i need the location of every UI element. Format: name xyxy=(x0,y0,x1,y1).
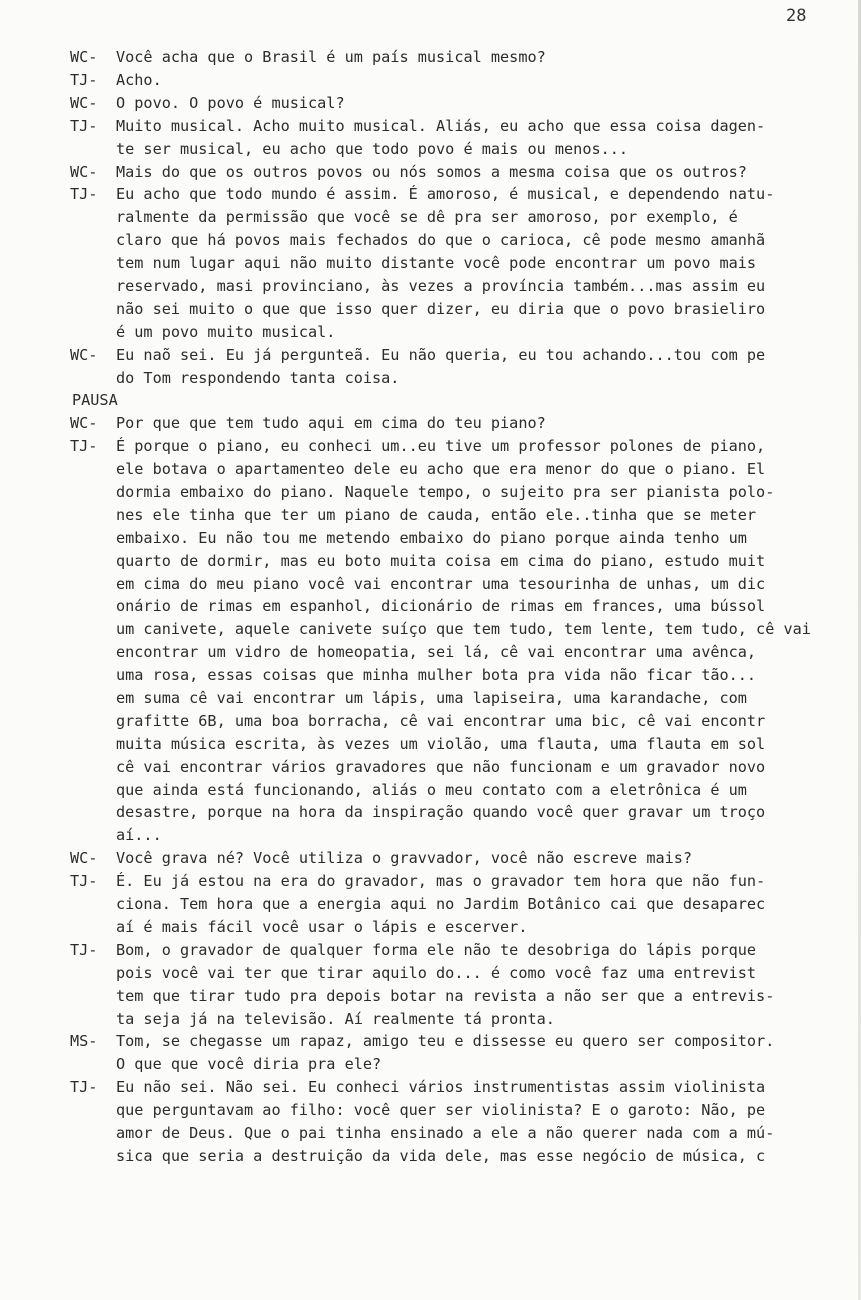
text-line: em cima do meu piano você vai encontrar uma tesourinha de unhas, um dic xyxy=(116,574,766,593)
text-line: O que que você diria pra ele? xyxy=(116,1055,382,1074)
text-line: uma rosa, essas coisas que minha mulher bota pra vida não ficar tão... xyxy=(116,666,757,685)
text-line: ta seja já na televisão. Aí realmente tá pronta. xyxy=(116,1009,555,1028)
utterance-text xyxy=(116,69,861,92)
speaker-label: WC- xyxy=(70,48,98,66)
text-line: Eu acho que todo mundo é assim. É amoroso, é musical, e dependendo natu- xyxy=(116,185,775,204)
transcript-entry xyxy=(70,344,861,390)
text-line: Você grava né? Você utiliza o gravvador, você não escreve mais? xyxy=(116,849,693,868)
text-line: em suma cê vai encontrar um lápis, uma lapiseira, uma karandache, com xyxy=(116,689,747,708)
utterance-text xyxy=(116,939,861,1031)
speaker-label: TJ- xyxy=(70,872,98,891)
text-line: do Tom respondendo tanta coisa. xyxy=(116,368,400,387)
transcript-entry xyxy=(70,1030,861,1076)
transcript-entry xyxy=(70,183,861,343)
text-line: amor de Deus. Que o pai tinha ensinado a ele a não querer nada com a mú- xyxy=(116,1123,775,1142)
text-line: ele botava o apartamenteo dele eu acho que era menor do que o piano. El xyxy=(116,460,766,479)
text-line: muita música escrita, às vezes um violão, uma flauta, uma flauta em sol xyxy=(116,734,766,753)
utterance-text xyxy=(116,115,861,161)
utterance-text xyxy=(116,92,861,115)
text-line: cê vai encontrar vários gravadores que não funcionam e um gravador novo xyxy=(116,757,766,776)
speaker-label: MS- xyxy=(70,1032,98,1051)
text-line: aí... xyxy=(116,826,162,845)
text-line: Bom, o gravador de qualquer forma ele não te desobriga do lápis porque xyxy=(116,940,757,959)
utterance-text xyxy=(116,870,861,939)
text-line: claro que há povos mais fechados do que o carioca, cê pode mesmo amanhã xyxy=(116,231,766,250)
transcript-entry xyxy=(70,92,861,115)
transcript-entry xyxy=(70,435,861,847)
text-line: Você acha que o Brasil é um país musical mesmo? xyxy=(116,48,546,66)
text-line: tem num lugar aqui não muito distante você pode encontrar um povo mais xyxy=(116,254,757,273)
transcript-entry xyxy=(70,939,861,1031)
transcript-entry xyxy=(70,870,861,939)
text-line: é um povo muito musical. xyxy=(116,322,336,341)
text-line: sica que seria a destruição da vida dele, mas esse negócio de música, c xyxy=(116,1146,766,1165)
transcript-entry xyxy=(70,69,861,92)
text-line: que perguntavam ao filho: você quer ser violinista? E o garoto: Não, pe xyxy=(116,1101,766,1120)
text-line: quarto de dormir, mas eu boto muita coisa em cima do piano, estudo muit xyxy=(116,551,766,570)
transcript-entry xyxy=(70,847,861,870)
text-line: não sei muito o que que isso quer dizer, eu diria que o povo brasieliro xyxy=(116,299,766,318)
text-line: desastre, porque na hora da inspiração quando você quer gravar um troço xyxy=(116,803,766,822)
text-line: Mais do que os outros povos ou nós somos a mesma coisa que os outros? xyxy=(116,162,747,181)
transcript-entry xyxy=(70,161,861,184)
transcript-entry xyxy=(70,412,861,435)
speaker-label: TJ- xyxy=(70,940,98,959)
text-line: É porque o piano, eu conheci um..eu tive um professor polones de piano, xyxy=(116,437,766,456)
text-line: Acho. xyxy=(116,70,162,89)
text-line: encontrar um vidro de homeopatia, sei lá, cê vai encontrar uma avênca, xyxy=(116,643,757,662)
utterance-text xyxy=(116,46,861,69)
utterance-text xyxy=(116,1076,861,1168)
text-line: grafitte 6B, uma boa borracha, cê vai encontrar uma bic, cê vai encontr xyxy=(116,711,766,730)
speaker-label: TJ- xyxy=(70,70,98,89)
utterance-text xyxy=(116,344,861,390)
speaker-label: TJ- xyxy=(70,437,98,456)
text-line: Por que que tem tudo aqui em cima do teu piano? xyxy=(116,414,546,433)
text-line: embaixo. Eu não tou me metendo embaixo do piano porque ainda tenho um xyxy=(116,528,747,547)
text-line: onário de rimas em espanhol, dicionário de rimas em frances, uma bússol xyxy=(116,597,766,616)
speaker-label: TJ- xyxy=(70,185,98,204)
pause-marker xyxy=(70,389,861,412)
text-line: te ser musical, eu acho que todo povo é mais ou menos... xyxy=(116,139,629,158)
text-line: reservado, masi provinciano, às vezes a província também...mas assim eu xyxy=(116,276,766,295)
text-line: nes ele tinha que ter um piano de cauda, então ele..tinha que se meter xyxy=(116,505,757,524)
utterance-text xyxy=(116,412,861,435)
utterance-text xyxy=(116,183,861,343)
speaker-label: WC- xyxy=(70,93,98,112)
utterance-text xyxy=(116,161,861,184)
interview-transcript xyxy=(70,46,861,1168)
speaker-label: TJ- xyxy=(70,1078,98,1097)
text-line: um canivete, aquele canivete suíço que tem tudo, tem lente, tem tudo, cê vai xyxy=(116,620,811,639)
speaker-label: WC- xyxy=(70,849,98,868)
text-line: ralmente da permissão que você se dê pra ser amoroso, por exemplo, é xyxy=(116,208,738,227)
text-line: É. Eu já estou na era do gravador, mas o gravador tem hora que não fun- xyxy=(116,872,766,891)
text-line: Eu não sei. Não sei. Eu conheci vários instrumentistas assim violinista xyxy=(116,1078,766,1097)
text-line: pois você vai ter que tirar aquilo do... é como você faz uma entrevist xyxy=(116,963,757,982)
text-line: dormia embaixo do piano. Naquele tempo, o sujeito pra ser pianista polo- xyxy=(116,483,775,501)
text-line: que ainda está funcionando, aliás o meu contato com a eletrônica é um xyxy=(116,780,747,799)
utterance-text xyxy=(116,1030,861,1076)
transcript-entry xyxy=(70,115,861,161)
speaker-label: WC- xyxy=(70,162,98,181)
pause-label: PAUSA xyxy=(72,391,118,410)
text-line: Tom, se chegasse um rapaz, amigo teu e dissesse eu quero ser compositor. xyxy=(116,1032,775,1051)
text-line: tem que tirar tudo pra depois botar na revista a não ser que a entrevis- xyxy=(116,986,775,1005)
text-line: aí é mais fácil você usar o lápis e escerver. xyxy=(116,917,528,936)
text-line: Eu naõ sei. Eu já pergunteã. Eu não queria, eu tou achando...tou com pe xyxy=(116,345,766,364)
utterance-text xyxy=(116,435,861,847)
speaker-label: WC- xyxy=(70,414,98,433)
text-line: ciona. Tem hora que a energia aqui no Jardim Botânico cai que desaparec xyxy=(116,895,766,914)
page-number: 28 xyxy=(786,6,807,26)
speaker-label: WC- xyxy=(70,345,98,364)
speaker-label: TJ- xyxy=(70,116,98,135)
text-line: O povo. O povo é musical? xyxy=(116,93,345,112)
text-line: Muito musical. Acho muito musical. Aliás, eu acho que essa coisa dagen- xyxy=(116,116,766,135)
transcript-entry xyxy=(70,46,861,69)
transcript-entry xyxy=(70,1076,861,1168)
utterance-text xyxy=(116,847,861,870)
